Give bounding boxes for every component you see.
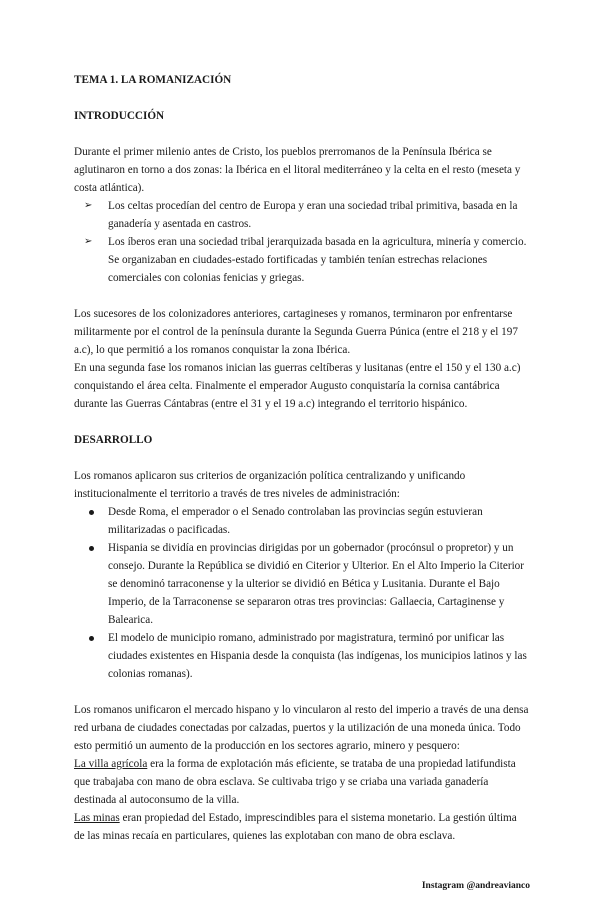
arrowhead-bullet-icon: ➢ [84,236,93,247]
intro-paragraph-2: Los sucesores de los colonizadores anteriores, cartagineses y romanos, terminaron por enfrentarse militarmente por el control de la península durante la Segunda Guerra Púnica (entre el 218 y el 197 a.c), lo que permitió a los romanos conquistar la zona Ibérica. [74,308,518,356]
bullet-dot-icon [89,510,94,515]
arrowhead-bullet-icon: ➢ [84,200,93,211]
intro-paragraph-1: Durante el primer milenio antes de Cristo, los pueblos prerromanos de la Península Ibérica se aglutinaron en torno a dos zonas: la Ibérica en el litoral mediterráneo y la celta en el resto (meseta y costa atlántica). [74,146,521,194]
bullet-dot-icon [89,546,94,551]
minas-term: Las minas [74,812,120,824]
intro-bullet-list [74,197,530,287]
list-item: El modelo de municipio romano, administrado por magistratura, terminó por unificar las ciudades existentes en Hispania desde la conquista (las indígenas, los municipios latinos y las colonias romanas). [74,629,530,683]
intro-paragraph-3: En una segunda fase los romanos inician las guerras celtíberas y lusitanas (entre el 150 y el 130 a.c) conquistando el área celta. Finalmente el emperador Augusto conquistaría la cornisa cantábrica durante las Guerras Cántabras (entre el 31 y el 19 a.c) integrando el territorio hispánico. [74,362,521,410]
desarrollo-paragraph-2: Los romanos unificaron el mercado hispano y lo vincularon al resto del imperio a través de una densa red urbana de ciudades conectadas por calzadas, puertos y la utilización de una moneda única. Todo esto permitió un aumento de la producción en los sectores agrario, minero y pesquero: [74,704,529,752]
document-title: TEMA 1. LA ROMANIZACIÓN [74,74,232,86]
list-item: Desde Roma, el emperador o el Senado controlaban las provincias según estuvieran militarizadas o pacificadas. [74,503,530,539]
desarrollo-paragraph-1: Los romanos aplicaron sus criterios de organización política centralizando y unificando institucionalmente el territorio a través de tres niveles de administración: [74,470,466,500]
desarrollo-bullet-list [74,503,530,683]
bullet-dot-icon [89,636,94,641]
minas-paragraph: Las minas eran propiedad del Estado, imprescindibles para el sistema monetario. La gestión última de las minas recaía en particulares, quienes las explotaban con mano de obra esclava. [74,812,517,842]
list-item: Hispania se dividía en provincias dirigidas por un gobernador (procónsul o propretor) y un consejo. Durante la República se dividió en Citerior y Ulterior. En el Alto Imperio la Citerior se denominó tarraconense y la ulterior se dividió en Bética y Lusitania. Durante el Bajo Imperio, de la Tarraconense se separaron otras tres provincias: Gallaecia, Cartaginense y Balearica. [74,539,530,629]
list-item: ➢ Los íberos eran una sociedad tribal jerarquizada basada en la agricultura, minería y comercio. Se organizaban en ciudades-estado fortificadas y también tenían estrechas relaciones comerciales con colonias fenicias y griegas. [74,233,530,287]
intro-heading: INTRODUCCIÓN [74,110,165,122]
villa-term: La villa agrícola [74,758,148,770]
villa-paragraph: La villa agrícola era la forma de explotación más eficiente, se trataba de una propiedad latifundista que trabajaba con mano de obra esclava. Se cultivaba trigo y se criaba una variada ganadería destinada al autoconsumo de la villa. [74,758,516,806]
footer-credit: Instagram @andreavianco [421,881,530,891]
desarrollo-heading: DESARROLLO [74,434,153,446]
list-item: ➢ Los celtas procedían del centro de Europa y eran una sociedad tribal primitiva, basada en la ganadería y asentada en castros. [74,197,530,233]
